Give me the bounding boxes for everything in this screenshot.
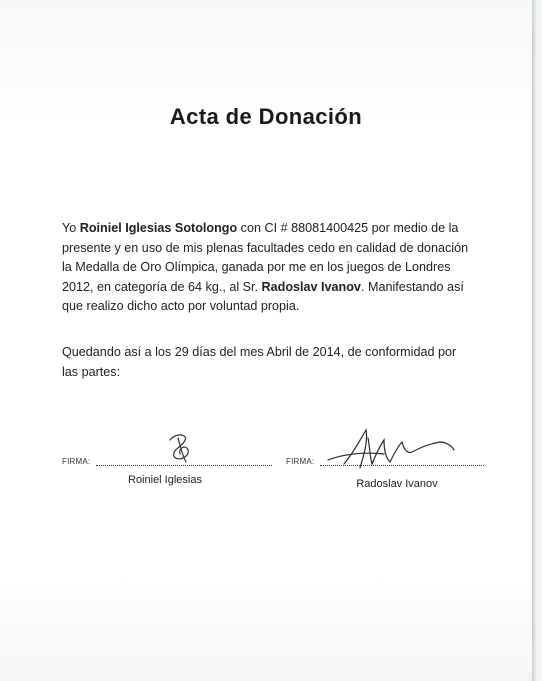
handwritten-signature-donor (160, 428, 200, 468)
donor-name: Roiniel Iglesias Sotolongo (79, 221, 238, 235)
signature-label: FIRMA: (62, 457, 91, 466)
p1-suffix: . Manifestando así que realizo dicho acto por voluntad propia. (62, 279, 464, 313)
signer-name-donor: Roiniel Iglesias (128, 474, 202, 486)
signer-name-recipient: Radoslav Ivanov (356, 478, 438, 490)
recipient-name: Radoslav Ivanov (261, 279, 361, 294)
handwritten-signature-recipient (324, 424, 458, 474)
body-paragraph-2: Quedando así a los 29 días del mes Abril de 2014, de conformidad por las partes: (62, 345, 457, 379)
p1-prefix: Yo (62, 221, 80, 235)
p1-middle: con CI # 88081400425 por medio de la presente y en uso de mis plenas facultades cedo en calidad de donación la Medalla de Oro Olímpica, ganada por me en los juegos de Londres 2012, en categoría de 64 kg., al Sr. (62, 221, 469, 294)
page-edge-shadow (532, 0, 542, 681)
document-title: Acta de Donación (169, 104, 363, 129)
body-paragraph-1 (62, 219, 472, 317)
signature-label: FIRMA: (286, 457, 315, 466)
